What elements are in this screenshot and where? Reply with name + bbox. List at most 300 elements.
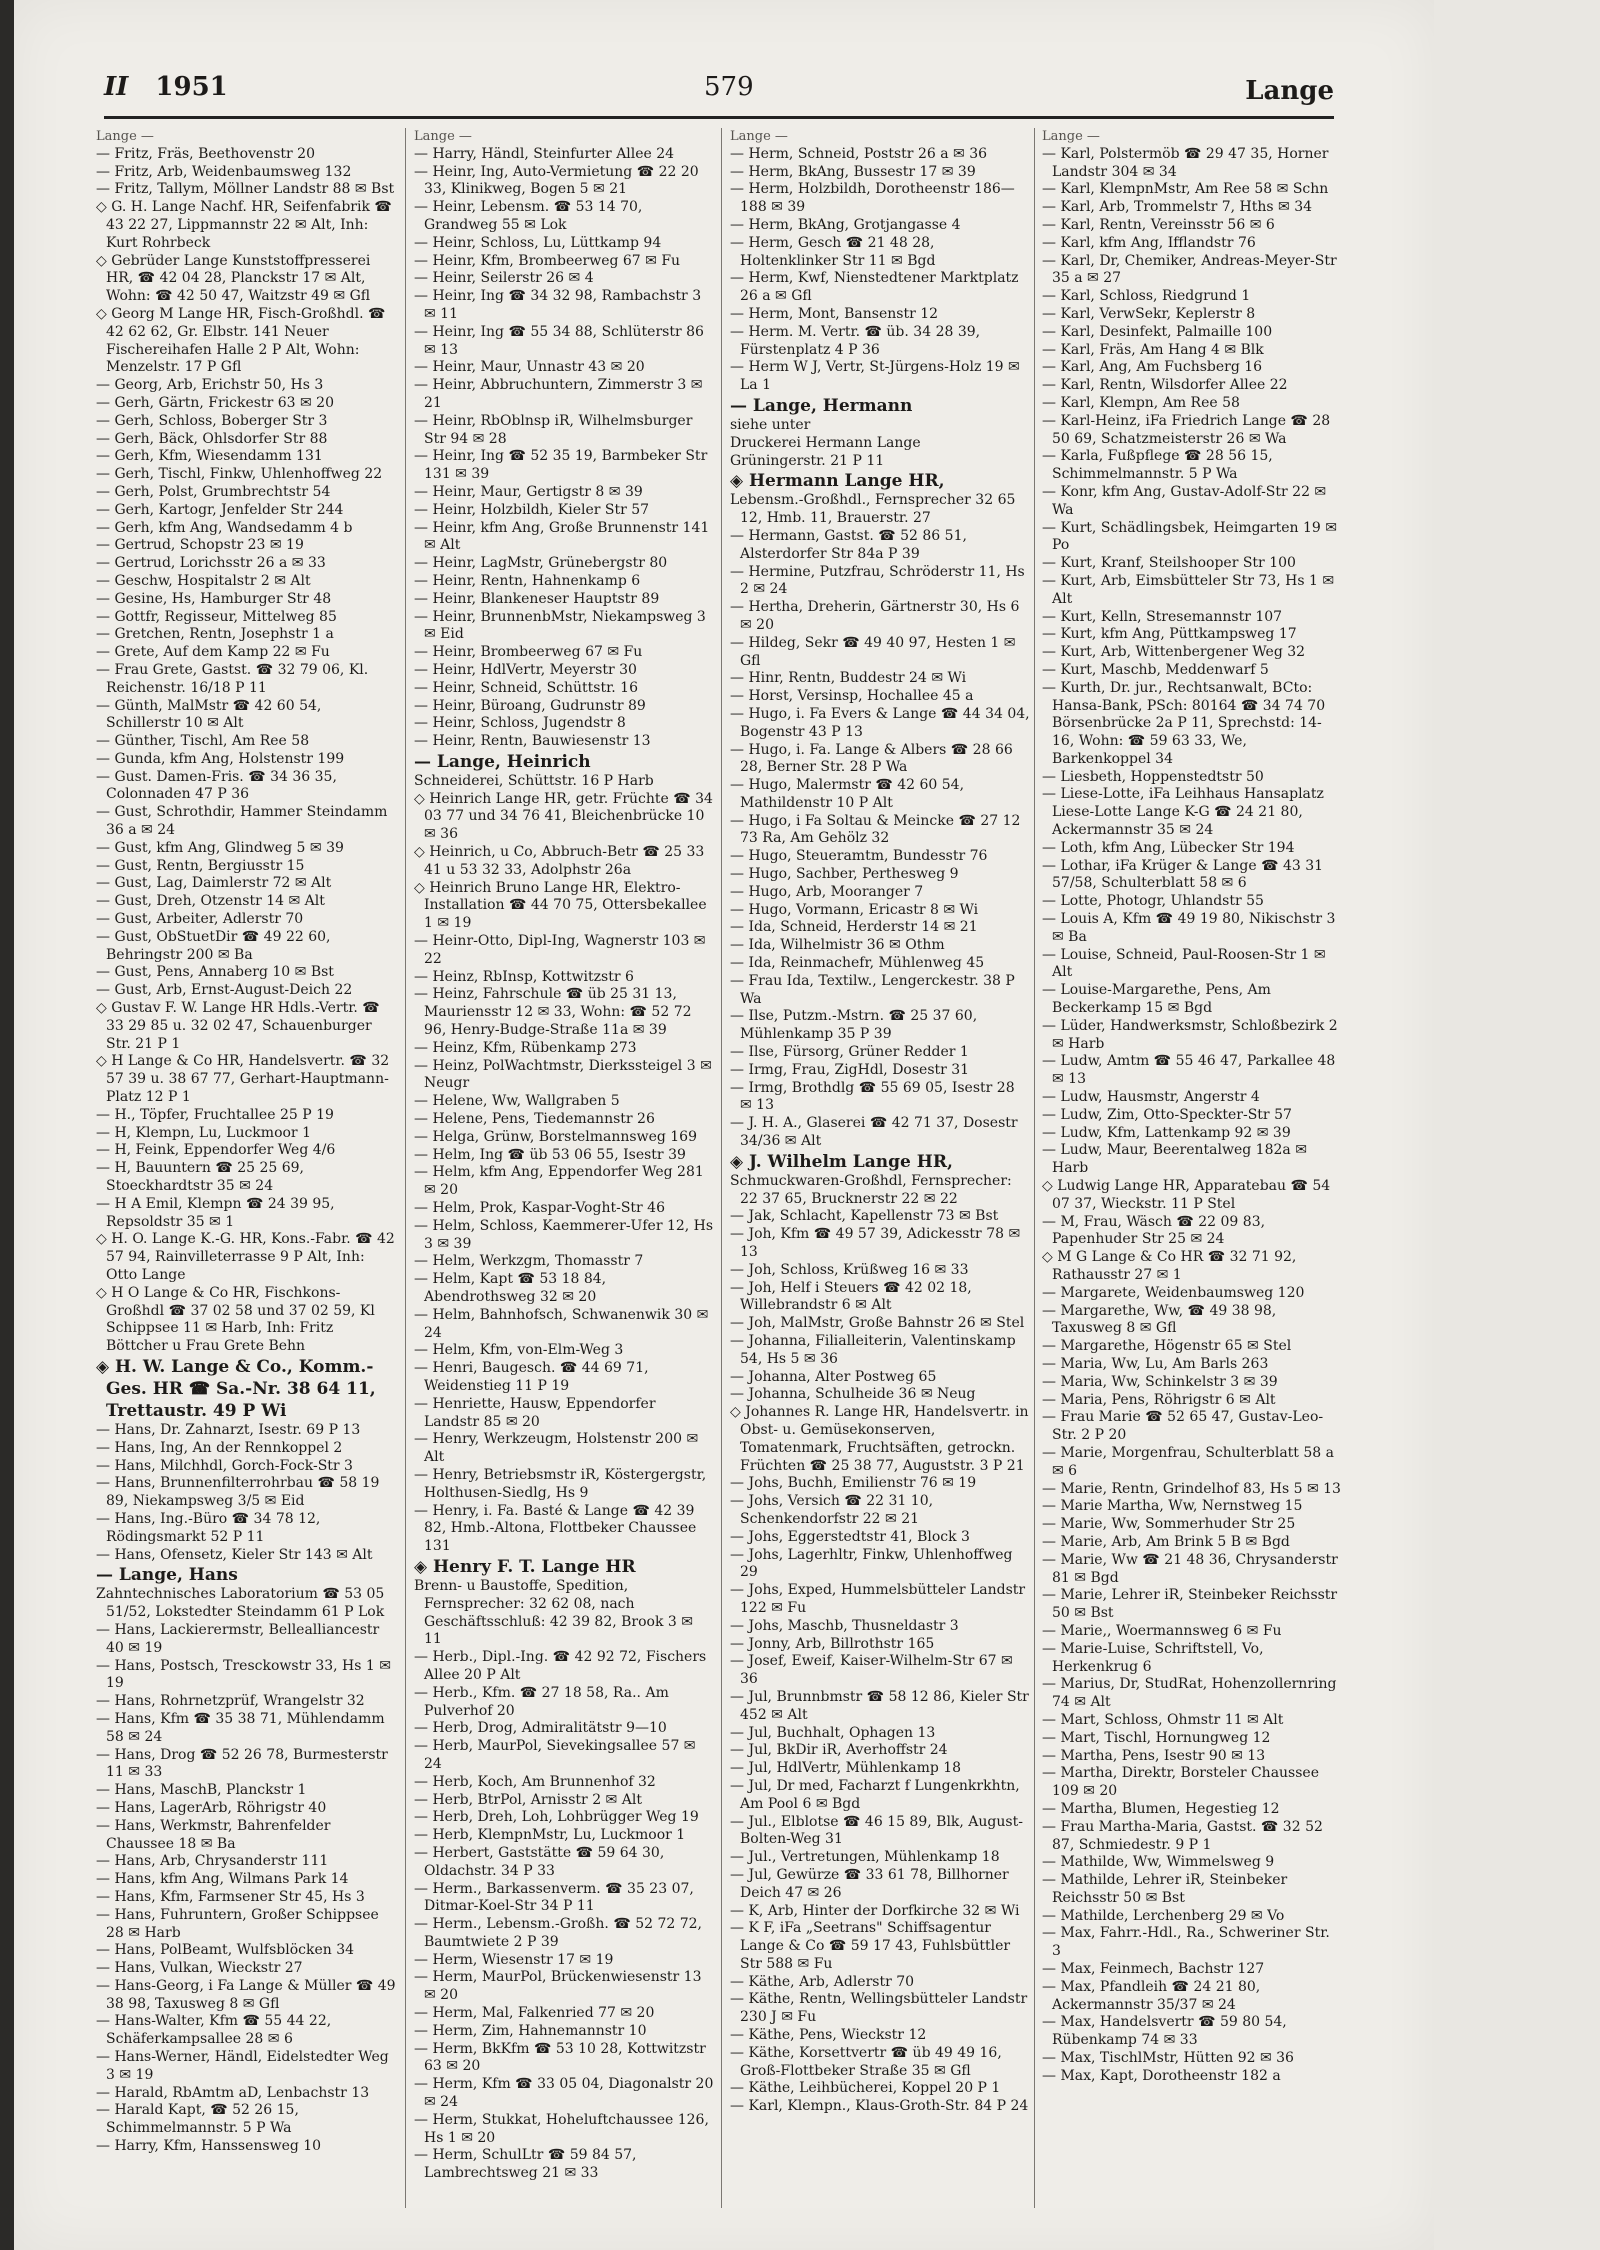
directory-entry: — Hans, LagerArb, Röhrigstr 40 xyxy=(96,1799,327,1816)
directory-entry: — Herm, Mont, Bansenstr 12 xyxy=(730,305,939,322)
directory-entry: — Hans, Milchhdl, Gorch-Fock-Str 3 xyxy=(96,1457,353,1474)
directory-entry: — Lange, Hermann xyxy=(730,395,913,416)
directory-entry: — Heinr, RbOblnsp iR, Wilhelmsburger Str 94 ✉ 28 xyxy=(414,412,693,447)
directory-entry: — Hugo, i. Fa. Lange & Albers ☎ 28 66 28, Berner Str. 28 P Wa xyxy=(730,741,1013,776)
directory-entry: Zahntechnisches Laboratorium ☎ 53 05 51/52, Lokstedter Steindamm 61 P Lok xyxy=(96,1586,385,1621)
directory-entry: — Jul, Gewürze ☎ 33 61 78, Billhorner Deich 47 ✉ 26 xyxy=(730,1866,1009,1901)
directory-entry: — Johs, Maschb, Thusneldastr 3 xyxy=(730,1617,959,1634)
directory-entry: — Herb, Dreh, Loh, Lohbrügger Weg 19 xyxy=(414,1809,699,1826)
directory-entry: — Helm, Bahnhofsch, Schwanenwik 30 ✉ 24 xyxy=(414,1306,709,1341)
directory-entry: — Gust. Damen-Fris. ☎ 34 36 35, Colonnaden 47 P 36 xyxy=(96,768,337,803)
directory-entry: — Gust, Lag, Daimlerstr 72 ✉ Alt xyxy=(96,875,332,892)
directory-column-1 xyxy=(96,128,396,2208)
directory-entry: — Gerh, kfm Ang, Wandsedamm 4 b xyxy=(96,519,353,536)
directory-entry: — Günther, Tischl, Am Ree 58 xyxy=(96,733,310,750)
directory-entry: — Max, Pfandleih ☎ 24 21 80, Ackermannstr 35/37 ✉ 24 xyxy=(1042,1978,1261,2013)
directory-entry: Schneiderei, Schüttstr. 16 P Harb xyxy=(414,772,654,789)
directory-entry: — Gerh, Polst, Grumbrechtstr 54 xyxy=(96,483,331,500)
directory-entry: — Hans, Lackierermstr, Bellealliancestr 40 ✉ 19 xyxy=(96,1621,380,1656)
directory-entry: — Ilse, Putzm.-Mstrn. ☎ 25 37 60, Mühlenkamp 35 P 39 xyxy=(730,1008,978,1043)
directory-entry: — Johs, Exped, Hummelsbütteler Landstr 122 ✉ Fu xyxy=(730,1582,1026,1616)
header-volume: II xyxy=(104,72,129,102)
directory-entry: — Gunda, kfm Ang, Holstenstr 199 xyxy=(96,750,345,767)
directory-entry: — Herm., Lebensm.-Großh. ☎ 52 72 72, Baumtwiete 2 P 39 xyxy=(414,1916,703,1950)
directory-entry: — Mathilde, Lehrer iR, Steinbeker Reichsstr 50 ✉ Bst xyxy=(1042,1872,1288,1906)
directory-entry: — Frau Ida, Textilw., Lengerckestr. 38 P Wa xyxy=(730,972,1015,1007)
directory-entry: — Heinr, Schloss, Lu, Lüttkamp 94 xyxy=(414,234,662,251)
directory-entry: — H A Emil, Klempn ☎ 24 39 95, Repsoldstr 35 ✉ 1 xyxy=(96,1195,335,1230)
directory-entry: — Herm, Kwf, Nienstedtener Marktplatz 26 a ✉ Gfl xyxy=(730,270,1019,305)
directory-entry: — Karl, Schloss, Riedgrund 1 xyxy=(1042,288,1251,305)
directory-entry: — Martha, Direktr, Borsteler Chaussee 109 ✉ 20 xyxy=(1042,1765,1319,1800)
directory-entry: — Hans, Ofensetz, Kieler Str 143 ✉ Alt xyxy=(96,1546,373,1563)
directory-entry: — Hugo, Steueramtm, Bundesstr 76 xyxy=(730,848,988,865)
directory-entry: — Herm., Barkassenverm. ☎ 35 23 07, Ditmar-Koel-Str 34 P 11 xyxy=(414,1880,694,1915)
directory-entry: — Käthe, Korsettvertr ☎ üb 49 49 16, Groß-Flottbeker Straße 35 ✉ Gfl xyxy=(730,2044,1002,2079)
directory-entry: — Herm, Wiesenstr 17 ✉ 19 xyxy=(414,1951,614,1968)
directory-entry: — Hans, Brunnenfilterrohrbau ☎ 58 19 89, Niekampsweg 3/5 ✉ Eid xyxy=(96,1475,380,1510)
scan-gutter xyxy=(0,0,14,2250)
directory-entry: — Hermine, Putzfrau, Schröderstr 11, Hs 2 ✉ 24 xyxy=(730,563,1025,598)
directory-entry: — Herm, BkAng, Bussestr 17 ✉ 39 xyxy=(730,163,976,180)
directory-entry: — Marie, Morgenfrau, Schulterblatt 58 a ✉ 6 xyxy=(1042,1444,1334,1479)
directory-entry: — Herm, Gesch ☎ 21 48 28, Holtenklinker Str 11 ✉ Bgd xyxy=(730,234,936,269)
directory-entry: — Herm, Mal, Falkenried 77 ✉ 20 xyxy=(414,2005,655,2022)
directory-entry: — Max, Feinmech, Bachstr 127 xyxy=(1042,1961,1265,1978)
directory-entry: — Geschw, Hospitalstr 2 ✉ Alt xyxy=(96,572,311,589)
directory-entry: — Gust, Dreh, Otzenstr 14 ✉ Alt xyxy=(96,893,325,910)
directory-entry: — Herm, Kfm ☎ 33 05 04, Diagonalstr 20 ✉ 24 xyxy=(414,2076,714,2111)
directory-entry: — Lüder, Handwerksmstr, Schloßbezirk 2 ✉ Harb xyxy=(1042,1017,1338,1052)
directory-entry: — Margarethe, Högenstr 65 ✉ Stel xyxy=(1042,1338,1292,1355)
directory-entry: — Herm, BkKfm ☎ 53 10 28, Kottwitzstr 63 ✉ 20 xyxy=(414,2040,706,2075)
directory-entry: — Heinr, Seilerstr 26 ✉ 4 xyxy=(414,270,594,287)
directory-entry: — Loth, kfm Ang, Lübecker Str 194 xyxy=(1042,839,1295,856)
directory-entry: — Karl, kfm Ang, Ifflandstr 76 xyxy=(1042,234,1256,251)
directory-entry: — Harald, RbAmtm aD, Lenbachstr 13 xyxy=(96,2084,370,2101)
directory-entry: — Marie, Ww ☎ 21 48 36, Chrysanderstr 81 ✉ Bgd xyxy=(1042,1551,1338,1586)
directory-entry: — Heinr, Blankeneser Hauptstr 89 xyxy=(414,590,660,607)
directory-entry: — Ludw, Maur, Beerentalweg 182a ✉ Harb xyxy=(1042,1142,1307,1177)
directory-entry: — Herb, Drog, Admiralitätstr 9—10 xyxy=(414,1720,667,1737)
directory-entry: — Karla, Fußpflege ☎ 28 56 15, Schimmelmannstr. 5 P Wa xyxy=(1042,448,1273,483)
directory-entry: — Liese-Lotte, iFa Leihhaus Hansaplatz Liese-Lotte Lange K-G ☎ 24 21 80, Ackermannstr 35 ✉ 24 xyxy=(1042,786,1324,839)
directory-entry: — Marie, Ww, Sommerhuder Str 25 xyxy=(1042,1516,1296,1533)
directory-entry: — Liesbeth, Hoppenstedtstr 50 xyxy=(1042,768,1264,785)
directory-entry: — J. H. A., Glaserei ☎ 42 71 37, Dosestr 34/36 ✉ Alt xyxy=(730,1115,1018,1150)
column-divider xyxy=(721,128,722,2208)
directory-entry: — Helga, Grünw, Borstelmannsweg 169 xyxy=(414,1128,697,1145)
directory-entry: — Gretchen, Rentn, Josephstr 1 a xyxy=(96,626,334,643)
directory-entry: — Gust, ObStuetDir ☎ 49 22 60, Behringstr 200 ✉ Ba xyxy=(96,928,331,963)
directory-entry: — Herb, KlempnMstr, Lu, Luckmoor 1 xyxy=(414,1827,686,1844)
directory-entry: — Heinr, BrunnenbMstr, Niekampsweg 3 ✉ Eid xyxy=(414,608,706,643)
directory-entry: Druckerei Hermann Lange xyxy=(730,434,921,451)
directory-column-2 xyxy=(414,128,714,2208)
directory-entry: — Karl, Klempn., Klaus-Groth-Str. 84 P 24 xyxy=(730,2098,1029,2115)
directory-entry: — Maria, Ww, Schinkelstr 3 ✉ 39 xyxy=(1042,1373,1278,1390)
column-continuation: Lange — xyxy=(730,129,788,144)
directory-entry: — Jul, Dr med, Facharzt f Lungenkrkhtn, Am Pool 6 ✉ Bgd xyxy=(730,1777,1020,1812)
directory-entry: — Ludw, Amtm ☎ 55 46 47, Parkallee 48 ✉ 13 xyxy=(1042,1053,1336,1088)
directory-entry: — Herm, Holzbildh, Dorotheenstr 186—188 ✉ 39 xyxy=(730,181,1015,216)
directory-entry: — Karl, Polstermöb ☎ 29 47 35, Horner Landstr 304 ✉ 34 xyxy=(1042,145,1329,180)
directory-entry: — Hans, Ing, An der Rennkoppel 2 xyxy=(96,1439,343,1456)
directory-entry: — Hermann, Gastst. ☎ 52 86 51, Alsterdorfer Str 84a P 39 xyxy=(730,527,967,562)
directory-entry: — Jul., Elblotse ☎ 46 15 89, Blk, August-Bolten-Weg 31 xyxy=(730,1813,1023,1848)
directory-entry: — Heinr, Rentn, Bauwiesenstr 13 xyxy=(414,733,651,750)
directory-entry: — Heinz, Fahrschule ☎ üb 25 31 13, Mauriensstr 12 ✉ 33, Wohn: ☎ 52 72 96, Henry-Budge-Straße 11a ✉ 39 xyxy=(414,986,692,1039)
column-divider xyxy=(1034,128,1035,2208)
directory-entry: — Max, TischlMstr, Hütten 92 ✉ 36 xyxy=(1042,2050,1294,2067)
directory-entry: — Karl, Ang, Am Fuchsberg 16 xyxy=(1042,359,1263,376)
directory-entry: ◇ M G Lange & Co HR ☎ 32 71 92, Rathausstr 27 ✉ 1 xyxy=(1042,1249,1297,1283)
directory-entry: — Johanna, Schulheide 36 ✉ Neug xyxy=(730,1386,976,1403)
directory-entry: — Heinz, Kfm, Rübenkamp 273 xyxy=(414,1039,637,1056)
directory-entry: — Hugo, Malermstr ☎ 42 60 54, Mathildenstr 10 P Alt xyxy=(730,777,965,811)
directory-entry: — Helm, Schloss, Kaemmerer-Ufer 12, Hs 3 ✉ 39 xyxy=(414,1217,714,1252)
directory-entry: — Heinr-Otto, Dipl-Ing, Wagnerstr 103 ✉ 22 xyxy=(414,933,706,967)
directory-entry: — Heinr, Maur, Gertigstr 8 ✉ 39 xyxy=(414,483,643,500)
directory-entry: — Gerh, Bäck, Ohlsdorfer Str 88 xyxy=(96,430,328,447)
directory-entry: siehe unter xyxy=(730,416,811,433)
directory-entry: — Hans, Arb, Chrysanderstr 111 xyxy=(96,1853,329,1870)
directory-entry: — Hans, MaschB, Planckstr 1 xyxy=(96,1782,307,1799)
directory-entry: — Max, Kapt, Dorotheenstr 182 a xyxy=(1042,2067,1281,2084)
directory-entry: — Hans, Kfm ☎ 35 38 71, Mühlendamm 58 ✉ 24 xyxy=(96,1710,385,1745)
directory-entry: — Marie,, Woermannsweg 6 ✉ Fu xyxy=(1042,1622,1282,1639)
directory-entry: — Hans, Werkmstr, Bahrenfelder Chaussee 18 ✉ Ba xyxy=(96,1817,331,1852)
directory-entry: — Ida, Reinmachefr, Mühlenweg 45 xyxy=(730,955,985,972)
directory-entry: — Käthe, Pens, Wieckstr 12 xyxy=(730,2027,927,2044)
directory-entry: — Jak, Schlacht, Kapellenstr 73 ✉ Bst xyxy=(730,1208,999,1225)
directory-entry: — Margarethe, Ww, ☎ 49 38 98, Taxusweg 8 ✉ Gfl xyxy=(1042,1302,1277,1337)
directory-entry: — Mathilde, Ww, Wimmelsweg 9 xyxy=(1042,1854,1275,1871)
directory-entry: ◇ Johannes R. Lange HR, Handelsvertr. in Obst- u. Gemüsekonserven, Tomatenmark, Fruchtsäften, getrockn. Früchten ☎ 25 38 77, Auguststr. 3 P 21 xyxy=(730,1404,1029,1474)
directory-entry: — Herb., Kfm. ☎ 27 18 58, Ra.. Am Pulverhof 20 xyxy=(414,1684,669,1719)
directory-entry: — Mart, Schloss, Ohmstr 11 ✉ Alt xyxy=(1042,1711,1284,1728)
directory-entry: — Frau Grete, Gastst. ☎ 32 79 06, Kl. Reichenstr. 16/18 P 11 xyxy=(96,661,369,696)
directory-entry: — Marie, Rentn, Grindelhof 83, Hs 5 ✉ 13 xyxy=(1042,1480,1341,1497)
directory-entry: — Heinr, Büroang, Gudrunstr 89 xyxy=(414,697,646,714)
directory-entry: — Josef, Eweif, Kaiser-Wilhelm-Str 67 ✉ 36 xyxy=(730,1653,1013,1688)
directory-entry: — Heinr, Ing, Auto-Vermietung ☎ 22 20 33, Klinikweg, Bogen 5 ✉ 21 xyxy=(414,163,699,198)
directory-entry: — Hans, Fuhruntern, Großer Schippsee 28 ✉ Harb xyxy=(96,1906,379,1941)
directory-entry: — Heinr, Ing ☎ 52 35 19, Barmbeker Str 131 ✉ 39 xyxy=(414,448,708,483)
directory-entry: — Marius, Dr, StudRat, Hohenzollernring 74 ✉ Alt xyxy=(1042,1676,1337,1711)
directory-entry: — Hildeg, Sekr ☎ 49 40 97, Hesten 1 ✉ Gfl xyxy=(730,634,1016,669)
directory-entry: — Hans, Rohrnetzprüf, Wrangelstr 32 xyxy=(96,1693,365,1710)
directory-entry: — Hans-Walter, Kfm ☎ 55 44 22, Schäferkampsallee 28 ✉ 6 xyxy=(96,2013,332,2048)
directory-entry: — Hans, Dr. Zahnarzt, Isestr. 69 P 13 xyxy=(96,1421,361,1438)
directory-entry: — Herm, BkAng, Grotjangasse 4 xyxy=(730,216,961,233)
header-volume-year xyxy=(104,72,228,102)
directory-entry: — Kurth, Dr. jur., Rechtsanwalt, BCto: Hansa-Bank, PSch: 80164 ☎ 34 74 70 Börsenbrücke 2a P 11, Sprechstd: 14-16, Wohn: ☎ 59 63 33, We, Barkenkoppel 34 xyxy=(1042,679,1326,767)
directory-entry: — Hugo, i Fa Soltau & Meincke ☎ 27 12 73 Ra, Am Gehölz 32 xyxy=(730,812,1021,847)
directory-entry: — Heinz, PolWachtmstr, Dierkssteigel 3 ✉ Neugr xyxy=(414,1057,712,1092)
directory-entry: Brenn- u Baustoffe, Spedition, Fernsprecher: 32 62 08, nach Geschäftsschluß: 42 39 82, Brook 3 ✉ 11 xyxy=(414,1577,694,1648)
directory-entry: — Ludw, Hausmstr, Angerstr 4 xyxy=(1042,1089,1260,1106)
directory-entry: — Herb., Dipl.-Ing. ☎ 42 92 72, Fischers Allee 20 P Alt xyxy=(414,1649,707,1683)
directory-entry: — Henry, Betriebsmstr iR, Köstergergstr, Holthusen-Siedlg, Hs 9 xyxy=(414,1466,707,1501)
directory-entry: Lebensm.-Großhdl., Fernsprecher 32 65 12, Hmb. 11, Brauerstr. 27 xyxy=(730,492,1016,527)
directory-entry: — Kurt, Arb, Eimsbütteler Str 73, Hs 1 ✉ Alt xyxy=(1042,572,1335,607)
directory-entry: — Herm W J, Vertr, St-Jürgens-Holz 19 ✉ La 1 xyxy=(730,359,1020,394)
directory-entry: — Gust, Rentn, Bergiusstr 15 xyxy=(96,857,305,874)
directory-entry: — Käthe, Rentn, Wellingsbütteler Landstr 230 J ✉ Fu xyxy=(730,1991,1028,2026)
directory-entry: — Johs, Lagerhltr, Finkw, Uhlenhoffweg 29 xyxy=(730,1546,1013,1581)
directory-entry: — Frau Marie ☎ 52 65 47, Gustav-Leo-Str. 2 P 20 xyxy=(1042,1409,1324,1444)
directory-entry: — Johs, Buchh, Emilienstr 76 ✉ 19 xyxy=(730,1475,977,1492)
directory-entry: — Hans, Postsch, Tresckowstr 33, Hs 1 ✉ 19 xyxy=(96,1657,391,1692)
directory-entry: ◈ J. Wilhelm Lange HR, xyxy=(730,1151,953,1172)
directory-entry: — Hertha, Dreherin, Gärtnerstr 30, Hs 6 ✉ 20 xyxy=(730,599,1020,633)
directory-entry: — Herm, Stukkat, Hoheluftchaussee 126, Hs 1 ✉ 20 xyxy=(414,2111,709,2146)
directory-entry: — Hans, Drog ☎ 52 26 78, Burmesterstr 11 ✉ 33 xyxy=(96,1746,388,1781)
directory-entry: — Joh, Kfm ☎ 49 57 39, Adickesstr 78 ✉ 13 xyxy=(730,1226,1021,1261)
directory-entry: — Herm, Schneid, Poststr 26 a ✉ 36 xyxy=(730,145,988,162)
directory-entry: — Fritz, Arb, Weidenbaumsweg 132 xyxy=(96,163,352,180)
directory-entry: — Harry, Kfm, Hanssensweg 10 xyxy=(96,2138,322,2155)
page-number: 579 xyxy=(704,72,754,102)
directory-entry: — Gerh, Gärtn, Frickestr 63 ✉ 20 xyxy=(96,394,334,411)
header-keyword: Lange xyxy=(1245,76,1334,106)
directory-entry: — Martha, Blumen, Hegestieg 12 xyxy=(1042,1800,1280,1817)
directory-entry: ◇ Heinrich Lange HR, getr. Früchte ☎ 34 03 77 und 34 76 41, Bleichenbrücke 10 ✉ 36 xyxy=(414,790,713,843)
directory-entry: — Lange, Hans xyxy=(96,1565,238,1586)
directory-entry: — Karl, Rentn, Wilsdorfer Allee 22 xyxy=(1042,377,1288,394)
header-rule xyxy=(104,116,1334,119)
directory-entry: — Karl, VerwSekr, Keplerstr 8 xyxy=(1042,305,1256,322)
directory-entry: — Louis A, Kfm ☎ 49 19 80, Nikischstr 3 ✉ Ba xyxy=(1042,911,1336,945)
directory-entry: — Heinz, RbInsp, Kottwitzstr 6 xyxy=(414,968,634,985)
directory-entry: — Johs, Eggerstedtstr 41, Block 3 xyxy=(730,1528,970,1545)
directory-entry: — Johanna, Filialleiterin, Valentinskamp 54, Hs 5 ✉ 36 xyxy=(730,1333,1016,1367)
directory-entry: — Karl-Heinz, iFa Friedrich Lange ☎ 28 50 69, Schatzmeisterstr 26 ✉ Wa xyxy=(1042,412,1331,447)
directory-entry: — Ludw, Zim, Otto-Speckter-Str 57 xyxy=(1042,1106,1292,1123)
directory-entry: — K F, iFa „Seetrans" Schiffsagentur Lange & Co ☎ 59 17 43, Fuhlsbüttler Str 588 ✉ Fu xyxy=(730,1920,1011,1972)
directory-entry: — Fritz, Fräs, Beethovenstr 20 xyxy=(96,145,315,162)
directory-entry: ◇ Ludwig Lange HR, Apparatebau ☎ 54 07 37, Wieckstr. 11 P Stel xyxy=(1042,1178,1331,1212)
directory-entry: — Louise-Margarethe, Pens, Am Beckerkamp 15 ✉ Bgd xyxy=(1042,982,1271,1017)
directory-entry: ◇ G. H. Lange Nachf. HR, Seifenfabrik ☎ 43 22 27, Lippmannstr 22 ✉ Alt, Inh: Kurt Rohrbeck xyxy=(96,199,392,251)
directory-entry: — Joh, MalMstr, Große Bahnstr 26 ✉ Stel xyxy=(730,1315,1025,1332)
directory-entry: — Mathilde, Lerchenberg 29 ✉ Vo xyxy=(1042,1907,1285,1924)
directory-entry: — Günth, MalMstr ☎ 42 60 54, Schillerstr 10 ✉ Alt xyxy=(96,697,322,732)
directory-entry: — Jonny, Arb, Billrothstr 165 xyxy=(730,1635,935,1652)
directory-entry: ◇ Heinrich, u Co, Abbruch-Betr ☎ 25 33 41 u 53 32 33, Adolphstr 26a xyxy=(414,844,705,878)
directory-entry: — Martha, Pens, Isestr 90 ✉ 13 xyxy=(1042,1747,1266,1764)
directory-entry: — Käthe, Arb, Adlerstr 70 xyxy=(730,1973,915,1990)
directory-entry: — Jul, HdlVertr, Mühlenkamp 18 xyxy=(730,1760,962,1777)
directory-entry: — Ilse, Fürsorg, Grüner Redder 1 xyxy=(730,1044,969,1061)
directory-entry: — Horst, Versinsp, Hochallee 45 a xyxy=(730,688,974,705)
directory-entry: — Heinr, Rentn, Hahnenkamp 6 xyxy=(414,572,641,589)
directory-entry: — Louise, Schneid, Paul-Roosen-Str 1 ✉ Alt xyxy=(1042,946,1326,981)
directory-entry: — H, Feink, Eppendorfer Weg 4/6 xyxy=(96,1142,336,1159)
directory-entry: — Maria, Ww, Lu, Am Barls 263 xyxy=(1042,1355,1269,1372)
directory-entry: — Heinr, Lebensm. ☎ 53 14 70, Grandweg 55 ✉ Lok xyxy=(414,199,643,233)
page-header xyxy=(104,72,1334,112)
directory-entry: — Frau Martha-Maria, Gastst. ☎ 32 52 87, Schmiedestr. 9 P 1 xyxy=(1042,1818,1323,1853)
directory-entry: — Herm. M. Vertr. ☎ üb. 34 28 39, Fürstenplatz 4 P 36 xyxy=(730,323,981,358)
directory-entry: — Gertrud, Schopstr 23 ✉ 19 xyxy=(96,537,304,554)
directory-entry: — Jul, Buchhalt, Ophagen 13 xyxy=(730,1724,936,1741)
directory-entry: — Hans, Kfm, Farmsener Str 45, Hs 3 xyxy=(96,1888,365,1905)
directory-entry: — Ida, Schneid, Herderstr 14 ✉ 21 xyxy=(730,919,978,936)
directory-entry: — H, Klempn, Lu, Luckmoor 1 xyxy=(96,1124,311,1141)
directory-entry: — Harald Kapt, ☎ 52 26 15, Schimmelmannstr. 5 P Wa xyxy=(96,2102,299,2137)
directory-entry: — Helm, Werkzgm, Thomasstr 7 xyxy=(414,1253,644,1270)
directory-entry: — Gesine, Hs, Hamburger Str 48 xyxy=(96,590,332,607)
directory-entry: — Gottfr, Regisseur, Mittelweg 85 xyxy=(96,608,337,625)
directory-entry: — Kurt, Maschb, Meddenwarf 5 xyxy=(1042,661,1269,678)
directory-entry: — Gust, kfm Ang, Glindweg 5 ✉ 39 xyxy=(96,839,344,856)
directory-entry: — Grete, Auf dem Kamp 22 ✉ Fu xyxy=(96,644,330,661)
directory-entry: — Kurt, kfm Ang, Püttkampsweg 17 xyxy=(1042,626,1297,643)
directory-entry: — Heinr, Abbruchuntern, Zimmerstr 3 ✉ 21 xyxy=(414,377,703,411)
column-continuation: Lange — xyxy=(414,129,472,144)
directory-entry: — Helm, Kapt ☎ 53 18 84, Abendrothsweg 32 ✉ 20 xyxy=(414,1271,607,1305)
directory-entry: — Georg, Arb, Erichstr 50, Hs 3 xyxy=(96,377,324,394)
directory-column-3 xyxy=(730,128,1030,2208)
directory-entry: — Heinr, Schloss, Jugendstr 8 xyxy=(414,715,626,732)
directory-entry: Grüningerstr. 21 P 11 xyxy=(730,452,885,469)
directory-entry: ◈ Hermann Lange HR, xyxy=(730,471,945,492)
directory-entry: — Lotte, Photogr, Uhlandstr 55 xyxy=(1042,893,1264,910)
directory-entry: — K, Arb, Hinter der Dorfkirche 32 ✉ Wi xyxy=(730,1902,1020,1919)
directory-entry: — Henry, Werkzeugm, Holstenstr 200 ✉ Alt xyxy=(414,1431,699,1466)
directory-entry: — Gertrud, Lorichsstr 26 a ✉ 33 xyxy=(96,555,326,572)
directory-entry: ◇ Heinrich Bruno Lange HR, Elektro-Installation ☎ 44 70 75, Ottersbekallee 1 ✉ 19 xyxy=(414,879,707,932)
directory-entry: — Maria, Pens, Röhrigstr 6 ✉ Alt xyxy=(1042,1391,1276,1408)
directory-entry: ◇ H. O. Lange K.-G. HR, Kons.-Fabr. ☎ 42 57 94, Rainvilleterrasse 9 P Alt, Inh: Otto Lange xyxy=(96,1231,395,1283)
directory-entry: ◇ H Lange & Co HR, Handelsvertr. ☎ 32 57 39 u. 38 67 77, Gerhart-Hauptmann-Platz 12 P 1 xyxy=(96,1053,390,1106)
directory-entry: — Jul, BkDir iR, Averhoffstr 24 xyxy=(730,1742,948,1759)
directory-entry: — Gust, Arbeiter, Adlerstr 70 xyxy=(96,911,304,928)
directory-entry: — Hugo, i. Fa Evers & Lange ☎ 44 34 04, Bogenstr 43 P 13 xyxy=(730,705,1030,740)
directory-entry: — Marie Martha, Ww, Nernstweg 15 xyxy=(1042,1498,1303,1515)
directory-entry: — Ludw, Kfm, Lattenkamp 92 ✉ 39 xyxy=(1042,1124,1291,1141)
directory-entry: — Karl, KlempnMstr, Am Ree 58 ✉ Schn xyxy=(1042,181,1329,198)
directory-entry: — Helene, Ww, Wallgraben 5 xyxy=(414,1093,620,1110)
directory-entry: — Herb, MaurPol, Sievekingsallee 57 ✉ 24 xyxy=(414,1738,696,1772)
directory-entry: — Heinr, Ing ☎ 34 32 98, Rambachstr 3 ✉ 11 xyxy=(414,288,702,322)
directory-entry: — Fritz, Tallym, Möllner Landstr 88 ✉ Bst xyxy=(96,181,395,198)
directory-entry: — H, Bauuntern ☎ 25 25 69, Stoeckhardtstr 35 ✉ 24 xyxy=(96,1160,304,1195)
directory-entry: — Harry, Händl, Steinfurter Allee 24 xyxy=(414,145,675,162)
directory-entry: — Heinr, Ing ☎ 55 34 88, Schlüterstr 86 ✉ 13 xyxy=(414,323,704,358)
directory-entry: — Hans, PolBeamt, Wulfsblöcken 34 xyxy=(96,1942,355,1959)
directory-entry: — Herm, MaurPol, Brückenwiesenstr 13 ✉ 20 xyxy=(414,1969,702,2004)
directory-entry: — Helm, Ing ☎ üb 53 06 55, Isestr 39 xyxy=(414,1146,686,1163)
directory-entry: — Heinr, LagMstr, Grünebergstr 80 xyxy=(414,555,668,572)
directory-entry: — Karl, Fräs, Am Hang 4 ✉ Blk xyxy=(1042,341,1264,358)
column-divider xyxy=(405,128,406,2208)
directory-entry: — Joh, Schloss, Krüßweg 16 ✉ 33 xyxy=(730,1261,969,1278)
directory-entry: — Hans-Werner, Händl, Eidelstedter Weg 3 ✉ 19 xyxy=(96,2049,389,2083)
directory-entry: — Joh, Helf i Steuers ☎ 42 02 18, Willebrandstr 6 ✉ Alt xyxy=(730,1279,972,1314)
directory-entry: — Johanna, Alter Postweg 65 xyxy=(730,1368,937,1385)
directory-entry: — Hugo, Vormann, Ericastr 8 ✉ Wi xyxy=(730,901,979,918)
directory-entry: ◈ H. W. Lange & Co., Komm.-Ges. HR ☎ Sa.-Nr. 38 64 11, Trettaustr. 49 P Wi xyxy=(96,1356,376,1421)
directory-entry: — Heinr, HdlVertr, Meyerstr 30 xyxy=(414,661,637,678)
directory-entry: ◈ Henry F. T. Lange HR xyxy=(414,1556,636,1577)
directory-entry: — Herb, BtrPol, Arnisstr 2 ✉ Alt xyxy=(414,1791,642,1808)
directory-entry: — Max, Fahrr.-Hdl., Ra., Schweriner Str. 3 xyxy=(1042,1925,1330,1960)
directory-entry: — Gerh, Kfm, Wiesendamm 131 xyxy=(96,448,323,465)
directory-entry: — Jul., Vertretungen, Mühlenkamp 18 xyxy=(730,1849,1000,1866)
column-continuation: Lange — xyxy=(96,129,154,144)
directory-entry: — Kurt, Arb, Wittenbergener Weg 32 xyxy=(1042,644,1306,661)
directory-entry: — Heinr, Maur, Unnastr 43 ✉ 20 xyxy=(414,359,645,376)
directory-entry: — Herm, Zim, Hahnemannstr 10 xyxy=(414,2022,647,2039)
directory-entry: — Hugo, Arb, Mooranger 7 xyxy=(730,883,924,900)
directory-entry: — Irmg, Brothdlg ☎ 55 69 05, Isestr 28 ✉ 13 xyxy=(730,1079,1015,1114)
directory-entry: — Hans-Georg, i Fa Lange & Müller ☎ 49 38 98, Taxusweg 8 ✉ Gfl xyxy=(96,1977,396,2012)
column-continuation: Lange — xyxy=(1042,129,1100,144)
directory-entry: — H., Töpfer, Fruchtallee 25 P 19 xyxy=(96,1106,334,1123)
directory-entry: — Gust, Arb, Ernst-August-Deich 22 xyxy=(96,982,353,999)
directory-entry: — Helene, Pens, Tiedemannstr 26 xyxy=(414,1111,655,1128)
directory-entry: — Heinr, Brombeerweg 67 ✉ Fu xyxy=(414,644,643,661)
directory-entry: — Heinr, Schneid, Schüttstr. 16 xyxy=(414,679,638,696)
directory-entry: — Johs, Versich ☎ 22 31 10, Schenkendorfstr 22 ✉ 21 xyxy=(730,1493,934,1527)
directory-entry: — Hugo, Sachber, Perthesweg 9 xyxy=(730,866,959,883)
directory-entry: — Kurt, Schädlingsbek, Heimgarten 19 ✉ Po xyxy=(1042,519,1337,554)
directory-entry: ◇ H O Lange & Co HR, Fischkons-Großhdl ☎ 37 02 58 und 37 02 59, Kl Schippsee 11 ✉ Harb, Inh: Fritz Böttcher u Frau Grete Behn xyxy=(96,1284,375,1355)
directory-entry: — Irmg, Frau, ZigHdl, Dosestr 31 xyxy=(730,1061,970,1078)
directory-column-4 xyxy=(1042,128,1342,2208)
directory-entry: — Hans, kfm Ang, Wilmans Park 14 xyxy=(96,1871,349,1888)
directory-entry: — Margarete, Weidenbaumsweg 120 xyxy=(1042,1284,1305,1301)
directory-entry: — Gust, Schrothdir, Hammer Steindamm 36 a ✉ 24 xyxy=(96,804,388,839)
directory-entry: — M, Frau, Wäsch ☎ 22 09 83, Papenhuder Str 25 ✉ 24 xyxy=(1042,1213,1266,1248)
directory-entry: — Ida, Wilhelmistr 36 ✉ Othm xyxy=(730,937,945,954)
directory-entry: — Karl, Klempn, Am Ree 58 xyxy=(1042,394,1240,411)
directory-entry: — Max, Handelsvertr ☎ 59 80 54, Rübenkamp 74 ✉ 33 xyxy=(1042,2014,1287,2049)
directory-entry: — Kurt, Kelln, Stresemannstr 107 xyxy=(1042,608,1283,625)
directory-entry: ◇ Gustav F. W. Lange HR Hdls.-Vertr. ☎ 33 29 85 u. 32 02 47, Schauenburger Str. 21 P 1 xyxy=(96,1000,380,1052)
directory-entry: — Helm, kfm Ang, Eppendorfer Weg 281 ✉ 20 xyxy=(414,1164,704,1199)
directory-entry: — Marie-Luise, Schriftstell, Vo, Herkenkrug 6 xyxy=(1042,1640,1264,1675)
directory-entry: Schmuckwaren-Großhdl, Fernsprecher: 22 37 65, Brucknerstr 22 ✉ 22 xyxy=(730,1172,1012,1207)
directory-entry: — Hans, Vulkan, Wieckstr 27 xyxy=(96,1960,303,1977)
directory-entry: — Helm, Kfm, von-Elm-Weg 3 xyxy=(414,1342,624,1359)
directory-entry: — Heinr, kfm Ang, Große Brunnenstr 141 ✉ Alt xyxy=(414,519,710,554)
directory-entry: — Herb, Koch, Am Brunnenhof 32 xyxy=(414,1773,656,1790)
directory-entry: — Karl, Desinfekt, Palmaille 100 xyxy=(1042,323,1273,340)
directory-entry: ◇ Georg M Lange HR, Fisch-Großhdl. ☎ 42 62 62, Gr. Elbstr. 141 Neuer Fischereihafen Halle 2 P Alt, Wohn: Menzelstr. 17 P Gfl xyxy=(96,305,386,376)
directory-entry: — Mart, Tischl, Hornungweg 12 xyxy=(1042,1729,1271,1746)
directory-entry: — Henriette, Hausw, Eppendorfer Landstr 85 ✉ 20 xyxy=(414,1395,656,1430)
directory-entry: — Karl, Dr, Chemiker, Andreas-Meyer-Str 35 a ✉ 27 xyxy=(1042,252,1337,287)
directory-entry: — Helm, Prok, Kaspar-Voght-Str 46 xyxy=(414,1200,665,1217)
directory-entry: — Lothar, iFa Krüger & Lange ☎ 43 31 57/58, Schulterblatt 58 ✉ 6 xyxy=(1042,857,1324,892)
directory-entry: — Henri, Baugesch. ☎ 44 69 71, Weidenstieg 11 P 19 xyxy=(414,1360,649,1394)
directory-entry: — Marie, Lehrer iR, Steinbeker Reichsstr 50 ✉ Bst xyxy=(1042,1587,1338,1622)
directory-entry: — Marie, Arb, Am Brink 5 B ✉ Bgd xyxy=(1042,1533,1290,1550)
directory-entry: — Heinr, Holzbildh, Kieler Str 57 xyxy=(414,501,650,518)
directory-entry: — Herm, SchulLtr ☎ 59 84 57, Lambrechtsweg 21 ✉ 33 xyxy=(414,2147,637,2182)
directory-entry: — Kurt, Kranf, Steilshooper Str 100 xyxy=(1042,555,1296,572)
directory-entry: — Lange, Heinrich xyxy=(414,751,591,772)
directory-entry: — Henry, i. Fa. Basté & Lange ☎ 42 39 82, Hmb.-Altona, Flottbeker Chaussee 131 xyxy=(414,1502,697,1555)
directory-entry: — Käthe, Leihbücherei, Koppel 20 P 1 xyxy=(730,2080,1001,2097)
directory-entry: — Hans, Ing.-Büro ☎ 34 78 12, Rödingsmarkt 52 P 11 xyxy=(96,1510,321,1545)
directory-entry: — Konr, kfm Ang, Gustav-Adolf-Str 22 ✉ Wa xyxy=(1042,483,1327,518)
directory-entry: — Gerh, Tischl, Finkw, Uhlenhoffweg 22 xyxy=(96,466,383,483)
